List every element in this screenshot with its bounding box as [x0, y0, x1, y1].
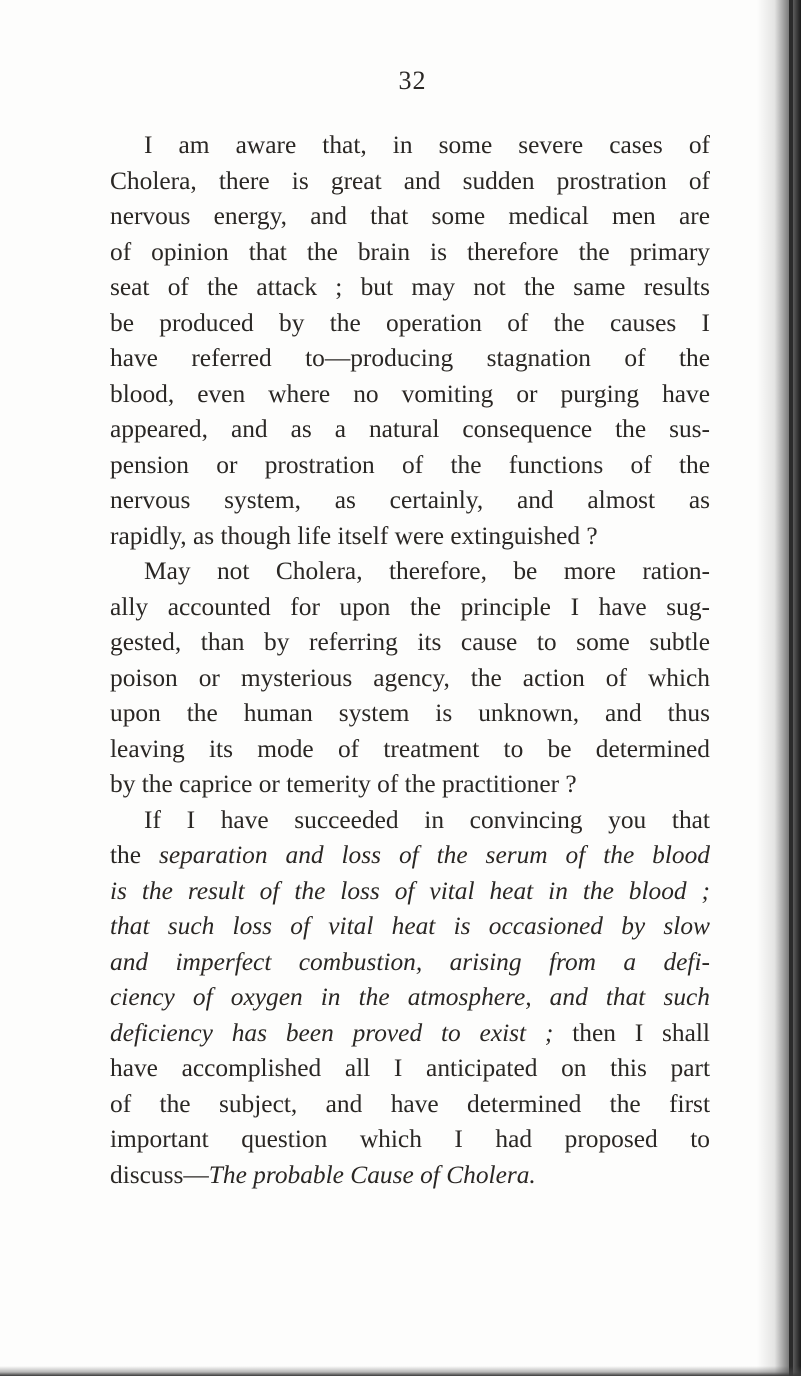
text-line — [110, 732, 710, 768]
text-segment: then I shall — [553, 1018, 710, 1047]
text-segment: appeared, and as a natural consequence the sus- — [110, 415, 710, 443]
text-segment: poison or mysterious agency, the action of which — [110, 663, 710, 692]
paragraph — [110, 803, 710, 1194]
italic-text: and imperfect combustion, arising from a defi- — [110, 947, 710, 976]
text-line — [110, 1122, 710, 1158]
text-segment: of opinion that the brain is therefore the primary — [110, 237, 710, 266]
text-segment: nervous energy, and that some medical men are — [110, 202, 710, 230]
text-line — [110, 412, 710, 448]
paragraph — [110, 554, 710, 803]
text-segment: I am aware that, in some severe cases of — [144, 131, 710, 159]
italic-text: is the result of the loss of vital heat in the blood ; — [110, 876, 710, 905]
text-segment: upon the human system is unknown, and thus — [110, 699, 710, 727]
text-segment: ally accounted for upon the principle I have sug- — [110, 592, 710, 621]
text-line — [110, 625, 710, 661]
text-line — [110, 803, 710, 839]
paragraph — [110, 128, 710, 554]
text-segment: important question which I had proposed to — [110, 1125, 710, 1153]
text-segment: blood, even where no vomiting or purging have — [110, 379, 710, 408]
text-segment: be produced by the operation of the causes I — [110, 308, 710, 337]
text-segment: May not Cholera, therefore, be more ration- — [144, 557, 710, 585]
text-segment: leaving its mode of treatment to be determined — [110, 734, 710, 763]
text-line — [110, 199, 710, 235]
text-line — [110, 874, 710, 910]
page-binding-edge — [789, 0, 793, 1376]
text-segment: nervous system, as certainly, and almost as — [110, 486, 710, 514]
text-line — [110, 945, 710, 981]
text-line — [110, 1087, 710, 1123]
text-segment: the — [110, 841, 159, 869]
text-segment: have accomplished all I anticipated on this part — [110, 1054, 710, 1082]
page-bottom-edge — [0, 1366, 801, 1376]
text-line — [110, 838, 710, 874]
text-segment: discuss— — [110, 1160, 209, 1189]
text-line — [110, 696, 710, 732]
text-line — [110, 1051, 710, 1087]
text-line — [110, 1158, 710, 1194]
text-line — [110, 128, 710, 164]
text-line — [110, 909, 710, 945]
text-line — [110, 1016, 710, 1052]
text-segment: rapidly, as though life itself were extinguished ? — [110, 521, 598, 550]
text-segment: pension or prostration of the functions of the — [110, 450, 710, 479]
text-segment: If I have succeeded in convincing you that — [144, 805, 710, 834]
text-line — [110, 341, 710, 377]
text-line — [110, 448, 710, 484]
italic-text: deficiency has been proved to exist ; — [110, 1018, 554, 1047]
page-edge-shadow — [757, 0, 801, 1376]
italic-text: that such loss of vital heat is occasioned by slow — [110, 912, 710, 940]
text-line — [110, 519, 710, 555]
text-segment: of the subject, and have determined the first — [110, 1089, 710, 1118]
text-segment: by the caprice or temerity of the practitioner ? — [110, 770, 577, 798]
text-line — [110, 980, 710, 1016]
text-line — [110, 590, 710, 626]
text-segment: seat of the attack ; but may not the same results — [110, 273, 710, 301]
text-line — [110, 554, 710, 590]
italic-text: separation and loss of the serum of the blood — [158, 841, 710, 869]
text-line — [110, 164, 710, 200]
text-line — [110, 270, 710, 306]
body-text — [110, 128, 710, 1193]
page-number: 32 — [398, 66, 427, 95]
text-line — [110, 306, 710, 342]
text-segment: have referred to—producing stagnation of the — [110, 344, 710, 372]
text-line — [110, 235, 710, 271]
italic-text: The probable Cause of Cholera. — [208, 1160, 536, 1189]
text-segment: gested, than by referring its cause to some subtle — [110, 628, 710, 656]
text-line — [110, 767, 710, 803]
text-line — [110, 661, 710, 697]
text-line — [110, 483, 710, 519]
italic-text: ciency of oxygen in the atmosphere, and that such — [110, 983, 710, 1011]
text-line — [110, 377, 710, 413]
text-segment: Cholera, there is great and sudden prostration of — [110, 166, 710, 195]
